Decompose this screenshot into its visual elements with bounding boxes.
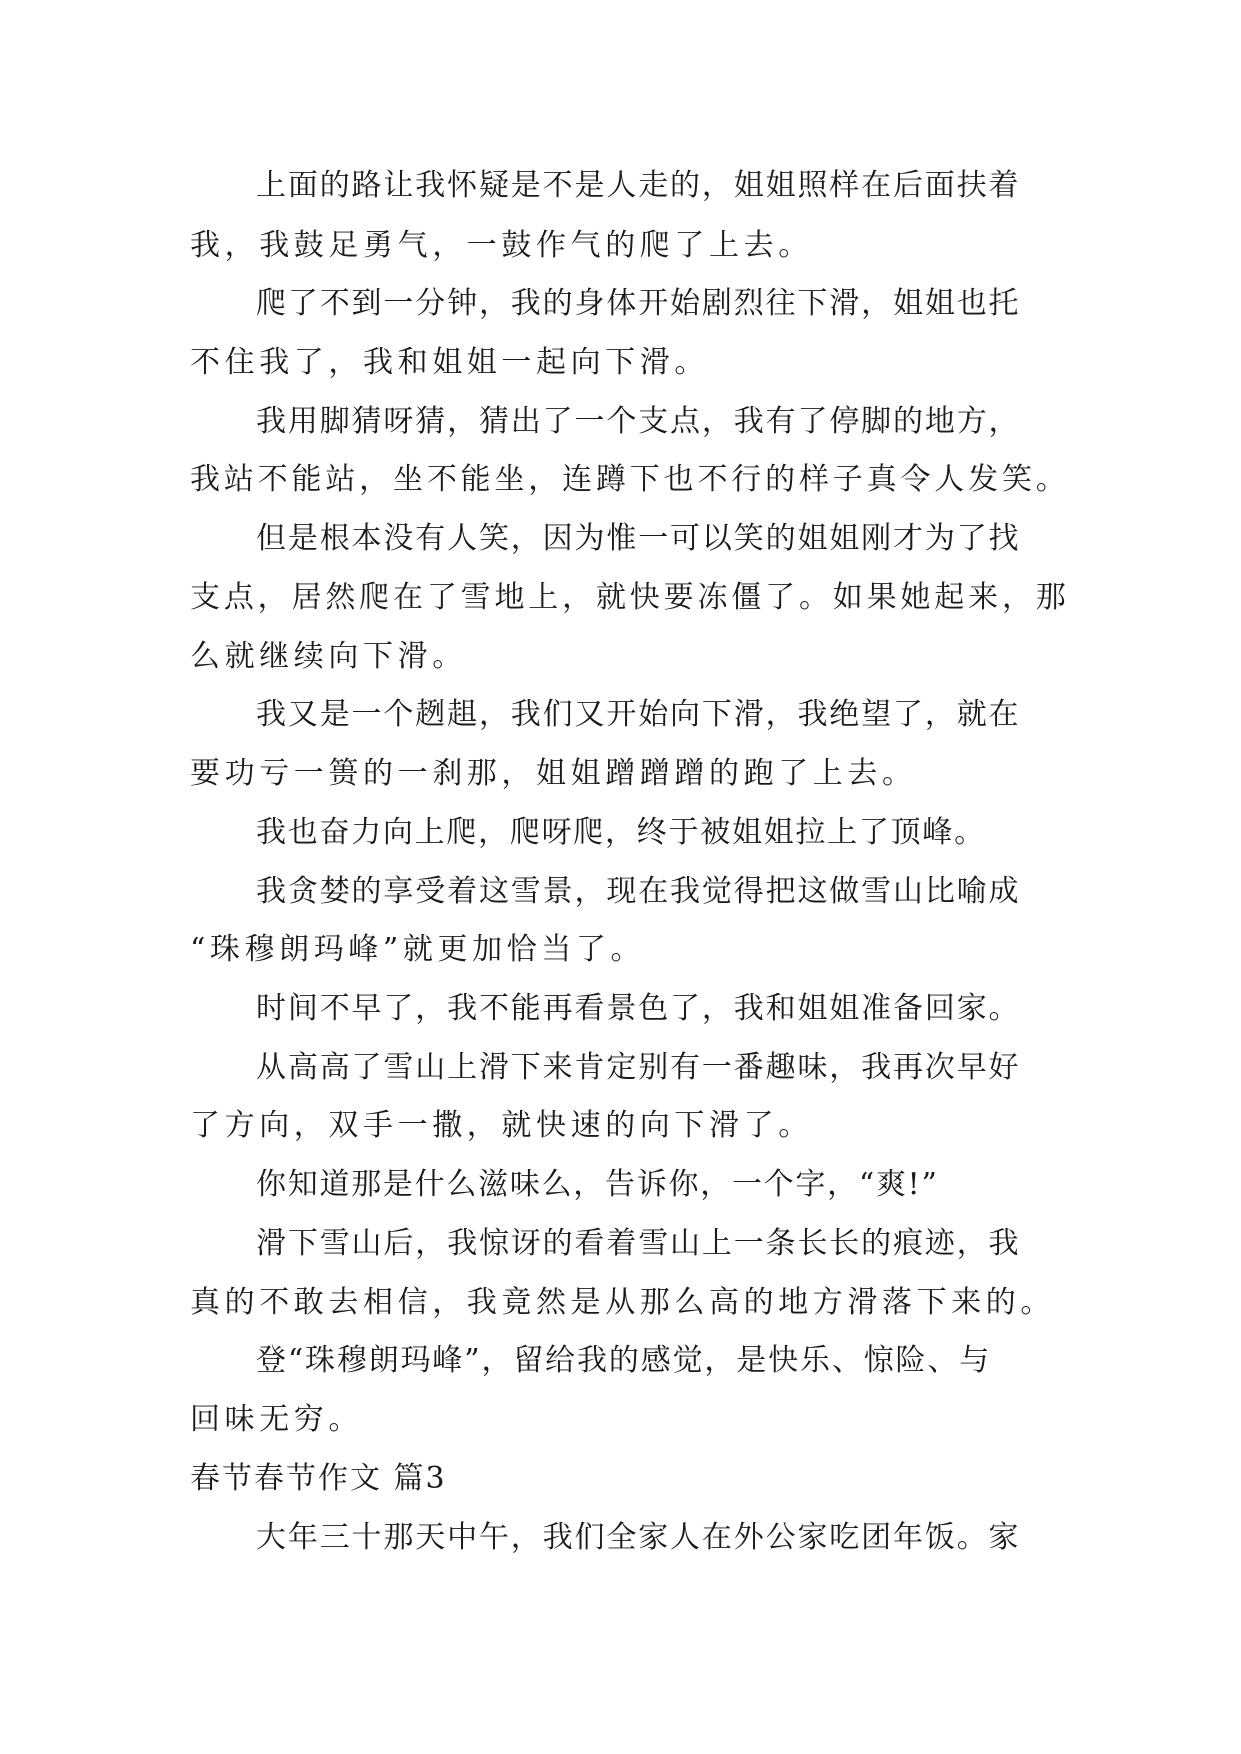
text-line: 爬了不到一分钟，我的身体开始剧烈往下滑，姐姐也托: [256, 286, 1021, 321]
text-line: 回味无穷。: [190, 1402, 363, 1437]
text-line: 上面的路让我怀疑是不是人走的，姐姐照样在后面扶着: [256, 168, 1021, 203]
text-line: 不住我了，我和姐姐一起向下滑。: [190, 345, 709, 380]
text-line: 你知道那是什么滋味么，告诉你，一个字，“爽!”: [256, 1167, 939, 1202]
text-line: 我又是一个趔趄，我们又开始向下滑，我绝望了，就在: [256, 697, 1021, 732]
text-line: 我贪婪的享受着这雪景，现在我觉得把这做雪山比喻成: [256, 874, 1021, 909]
text-line: 我，我鼓足勇气，一鼓作气的爬了上去。: [190, 228, 813, 263]
text-line: “珠穆朗玛峰”就更加恰当了。: [190, 932, 646, 967]
text-line: 要功亏一篑的一刹那，姐姐蹭蹭蹭的跑了上去。: [190, 756, 917, 791]
text-line: 时间不早了，我不能再看景色了，我和姐姐准备回家。: [256, 991, 1021, 1026]
section-heading: 春节春节作文 篇3: [190, 1461, 447, 1496]
text-line: 大年三十那天中午，我们全家人在外公家吃团年饭。家: [256, 1520, 1021, 1555]
text-line: 我站不能站，坐不能坐，连蹲下也不行的样子真令人发笑。: [190, 462, 1070, 497]
text-line: 么就继续向下滑。: [190, 639, 467, 674]
text-line: 登“珠穆朗玛峰”，留给我的感觉，是快乐、惊险、与: [256, 1343, 992, 1378]
text-line: 我也奋力向上爬，爬呀爬，终于被姐姐拉上了顶峰。: [256, 815, 986, 850]
text-line: 滑下雪山后，我惊讶的看着雪山上一条长长的痕迹，我: [256, 1226, 1021, 1261]
text-line: 但是根本没有人笑，因为惟一可以笑的姐姐刚才为了找: [256, 521, 1021, 556]
text-line: 真的不敢去相信，我竟然是从那么高的地方滑落下来的。: [190, 1285, 1055, 1320]
text-line: 了方向，双手一撒，就快速的向下滑了。: [190, 1108, 813, 1143]
text-line: 从高高了雪山上滑下来肯定别有一番趣味，我再次早好: [256, 1050, 1021, 1085]
text-line: 我用脚猜呀猜，猜出了一个支点，我有了停脚的地方，: [256, 404, 1021, 439]
text-line: 支点，居然爬在了雪地上，就快要冻僵了。如果她起来，那: [190, 580, 1070, 615]
